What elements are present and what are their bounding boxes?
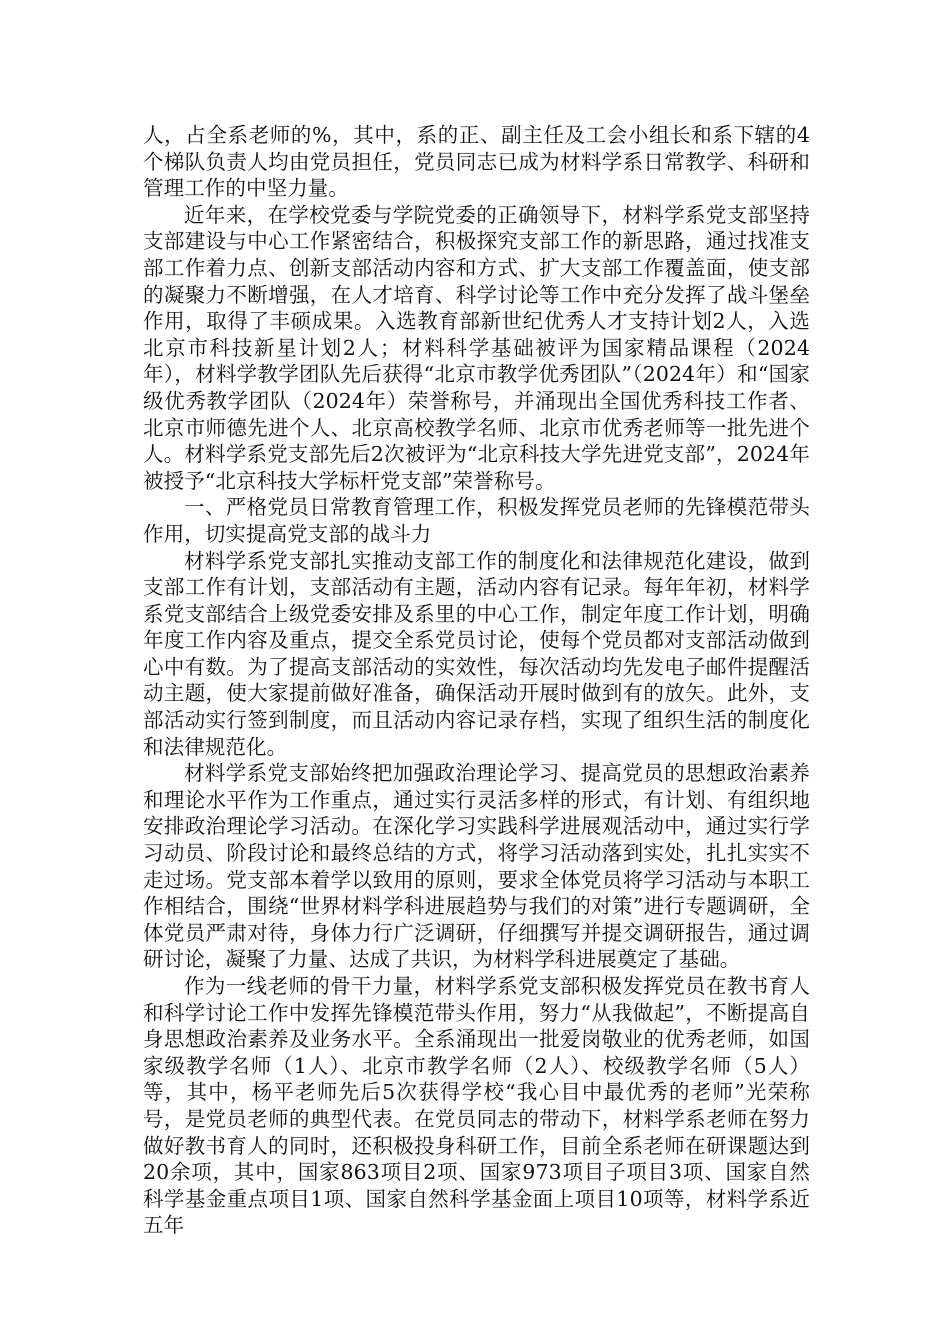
section-heading-1: 一、严格党员日常教育管理工作，积极发挥党员老师的先锋模范带头作用，切实提高党支部的战斗力 [143,495,810,546]
paragraph-recent-achievements: 近年来，在学校党委与学院党委的正确领导下，材料学系党支部坚持支部建设与中心工作紧密结合，积极探究支部工作的新思路，通过找准支部工作着力点、创新支部活动内容和方式、扩大支部工作覆盖面，使支部的凝聚力不断增强，在人才培育、科学讨论等工作中充分发挥了战斗堡垒作用，取得了丰硕成果。入选教育部新世纪优秀人才支持计划2人，入选北京市科技新星计划2人；材料科学基础被评为国家精品课程（2024年），材料学教学团队先后获得“北京市教学优秀团队”（2024年）和“国家级优秀教学团队（2024年）荣誉称号，并涌现出全国优秀科技工作者、北京市师德先进个人、北京高校教学名师、北京市优秀老师等一批先进个人。材料学系党支部先后2次被评为“北京科技大学先进党支部”，2024年被授予“北京科技大学标杆党支部”荣誉称号。 [143,202,810,493]
paragraph-institutionalization: 材料学系党支部扎实推动支部工作的制度化和法律规范化建设，做到支部工作有计划，支部活动有主题，活动内容有记录。每年年初，材料学系党支部结合上级党委安排及系里的中心工作，制定年度工作计划，明确年度工作内容及重点，提交全系党员讨论，使每个党员都对支部活动做到心中有数。为了提高支部活动的实效性，每次活动均先发电子邮件提醒活动主题，使大家提前做好准备，确保活动开展时做到有的放矢。此外，支部活动实行签到制度，而且活动内容记录存档，实现了组织生活的制度化和法律规范化。 [143,548,810,759]
paragraph-exemplary-teachers: 作为一线老师的骨干力量，材料学系党支部积极发挥党员在教书育人和科学讨论工作中发挥先锋模范带头作用，努力“从我做起”，不断提高自身思想政治素养及业务水平。全系涌现出一批爱岗敬业的优秀老师，如国家级教学名师（1人）、北京市教学名师（2人）、校级教学名师（5人）等，其中，杨平老师先后5次获得学校“我心目中最优秀的老师”光荣称号，是党员老师的典型代表。在党员同志的带动下，材料学系老师在努力做好教书育人的同时，还积极投身科研工作，目前全系老师在研课题达到20余项，其中，国家863项目2项、国家973项目子项目3项、国家自然科学基金重点项目1项、国家自然科学基金面上项目10项等，材料学系近五年 [143,974,810,1238]
document-page [143,122,810,1239]
paragraph-party-members-intro: 人，占全系老师的%，其中，系的正、副主任及工会小组长和系下辖的4个梯队负责人均由党员担任，党员同志已成为材料学系日常教学、科研和管理工作的中坚力量。 [143,123,810,201]
paragraph-political-study: 材料学系党支部始终把加强政治理论学习、提高党员的思想政治素养和理论水平作为工作重点，通过实行灵活多样的形式，有计划、有组织地安排政治理论学习活动。在深化学习实践科学进展观活动中，通过实行学习动员、阶段讨论和最终总结的方式，将学习活动落到实处，扎扎实实不走过场。党支部本着学以致用的原则，要求全体党员将学习活动与本职工作相结合，围绕“世界材料学科进展趋势与我们的对策”进行专题调研，全体党员严肃对待，身体力行广泛调研，仔细撰写并提交调研报告，通过调研讨论，凝聚了力量、达成了共识，为材料学科进展奠定了基础。 [143,761,810,972]
